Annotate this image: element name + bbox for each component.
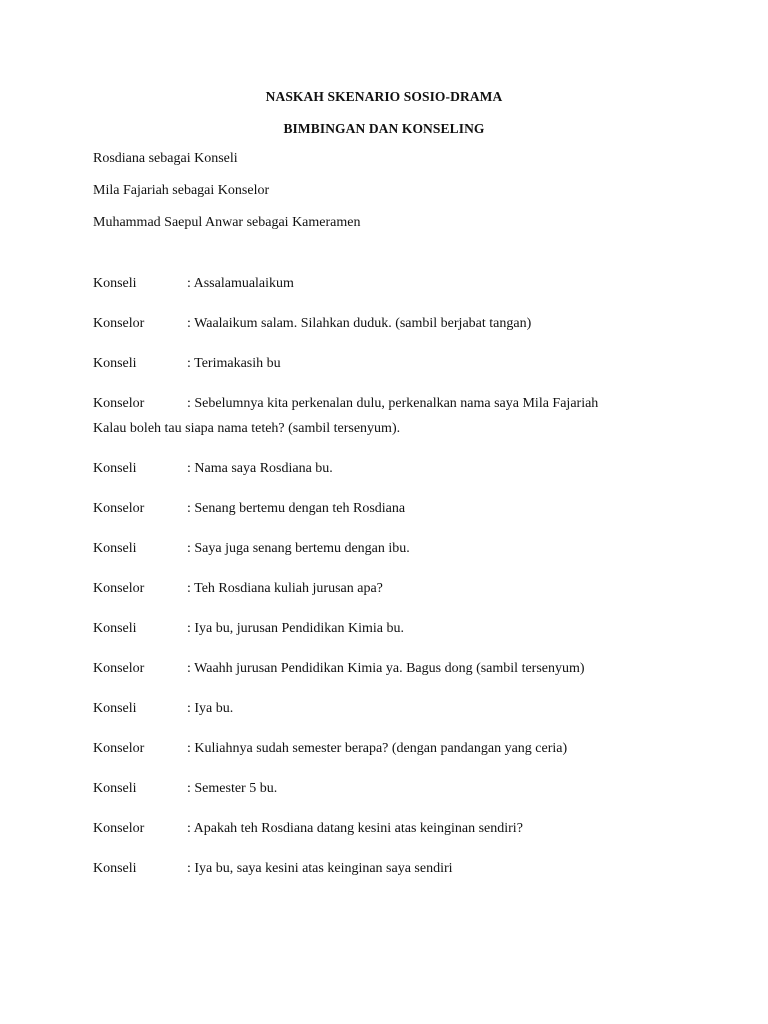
dialogue-line bbox=[93, 275, 693, 293]
dialogue-line bbox=[93, 460, 693, 478]
speaker-name: Konseli bbox=[93, 861, 137, 876]
cast-item: Mila Fajariah sebagai Konselor bbox=[93, 183, 270, 198]
dialogue-text: : Iya bu, jurusan Pendidikan Kimia bu. bbox=[187, 621, 404, 636]
dialogue-line bbox=[93, 500, 693, 518]
dialogue-line bbox=[93, 820, 693, 838]
dialogue-text: : Iya bu. bbox=[187, 701, 234, 716]
dialogue-line bbox=[93, 620, 693, 638]
dialogue-text: : Teh Rosdiana kuliah jurusan apa? bbox=[187, 581, 383, 596]
dialogue-text: : Assalamualaikum bbox=[187, 276, 294, 291]
cast-item: Rosdiana sebagai Konseli bbox=[93, 151, 238, 166]
dialogue-line bbox=[93, 315, 693, 333]
speaker-name: Konseli bbox=[93, 356, 137, 371]
dialogue-line bbox=[93, 700, 693, 718]
dialogue-line bbox=[93, 355, 693, 373]
dialogue-list bbox=[93, 275, 693, 878]
dialogue-text: : Waalaikum salam. Silahkan duduk. (sambil berjabat tangan) bbox=[187, 316, 532, 331]
dialogue-text: : Iya bu, saya kesini atas keinginan saya sendiri bbox=[187, 861, 453, 876]
dialogue-continuation: Kalau boleh tau siapa nama teteh? (sambil tersenyum). bbox=[93, 421, 401, 436]
speaker-name: Konselor bbox=[93, 316, 145, 331]
dialogue-line bbox=[93, 860, 693, 878]
speaker-name: Konselor bbox=[93, 741, 145, 756]
speaker-name: Konseli bbox=[93, 781, 137, 796]
dialogue-text: : Sebelumnya kita perkenalan dulu, perkenalkan nama saya Mila Fajariah bbox=[187, 396, 599, 411]
speaker-name: Konseli bbox=[93, 621, 137, 636]
page-subtitle: BIMBINGAN DAN KONSELING bbox=[283, 121, 485, 136]
speaker-name: Konselor bbox=[93, 581, 145, 596]
cast-list bbox=[93, 150, 360, 246]
dialogue-line bbox=[93, 780, 693, 798]
speaker-name: Konselor bbox=[93, 661, 145, 676]
dialogue-text: : Saya juga senang bertemu dengan ibu. bbox=[187, 541, 410, 556]
speaker-name: Konselor bbox=[93, 396, 145, 411]
dialogue-text: : Nama saya Rosdiana bu. bbox=[187, 461, 333, 476]
speaker-name: Konseli bbox=[93, 276, 137, 291]
speaker-name: Konseli bbox=[93, 461, 137, 476]
dialogue-line bbox=[93, 580, 693, 598]
dialogue-line bbox=[93, 660, 693, 678]
speaker-name: Konseli bbox=[93, 701, 137, 716]
dialogue-line bbox=[93, 395, 693, 413]
dialogue-text: : Semester 5 bu. bbox=[187, 781, 278, 796]
speaker-name: Konselor bbox=[93, 821, 145, 836]
dialogue-line bbox=[93, 740, 693, 758]
dialogue-text: : Apakah teh Rosdiana datang kesini atas keinginan sendiri? bbox=[187, 821, 523, 836]
dialogue-text: : Terimakasih bu bbox=[187, 356, 281, 371]
speaker-name: Konseli bbox=[93, 541, 137, 556]
page-title: NASKAH SKENARIO SOSIO-DRAMA bbox=[265, 89, 503, 104]
dialogue-text: : Kuliahnya sudah semester berapa? (dengan pandangan yang ceria) bbox=[187, 741, 568, 756]
cast-item: Muhammad Saepul Anwar sebagai Kameramen bbox=[93, 215, 361, 230]
dialogue-text: : Senang bertemu dengan teh Rosdiana bbox=[187, 501, 406, 516]
dialogue-text: : Waahh jurusan Pendidikan Kimia ya. Bagus dong (sambil tersenyum) bbox=[187, 661, 585, 676]
speaker-name: Konselor bbox=[93, 501, 145, 516]
dialogue-line bbox=[93, 540, 693, 558]
